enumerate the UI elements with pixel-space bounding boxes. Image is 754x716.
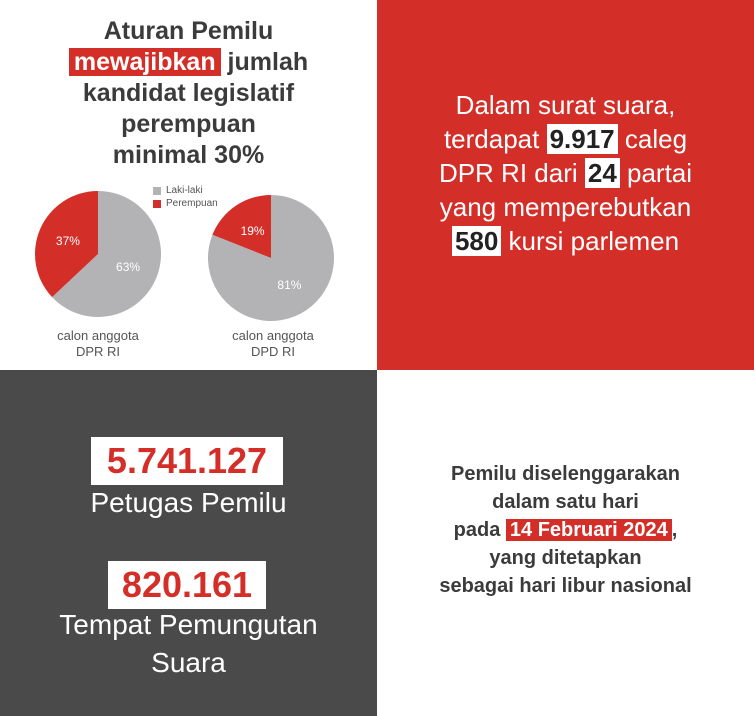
election-date-panel bbox=[377, 370, 754, 716]
pie-caption-dpd-line-1: calon anggota bbox=[232, 328, 314, 343]
pie-label-dpd-female: 19% bbox=[240, 223, 265, 238]
pie-label-dpr-male: 63% bbox=[116, 260, 141, 275]
pie-label-dpr-female: 37% bbox=[55, 233, 80, 248]
officers-value: 5.741.127 bbox=[91, 437, 283, 485]
pie-chart-dpd bbox=[208, 195, 334, 321]
ballot-line-2-pre: terdapat bbox=[443, 124, 547, 154]
title-line-1: Aturan Pemilu bbox=[103, 17, 274, 45]
pie-caption-dpr bbox=[23, 328, 173, 360]
gender-quota-panel bbox=[0, 0, 377, 370]
officers-panel bbox=[0, 370, 377, 716]
election-date-text bbox=[377, 460, 754, 600]
title-line-2-rest: jumlah bbox=[220, 48, 309, 76]
ballot-line-3 bbox=[377, 156, 754, 190]
title-line-4: perempuan bbox=[121, 110, 256, 138]
date-line-1: Pemilu diselenggarakan bbox=[451, 463, 680, 485]
pie-charts bbox=[0, 0, 377, 370]
pie-caption-dpd-line-2: DPD RI bbox=[250, 344, 296, 359]
tps-label bbox=[0, 606, 377, 682]
ballot-line-5 bbox=[377, 224, 754, 258]
date-line-3-post: , bbox=[671, 519, 678, 541]
ballot-line-3-pre: DPR RI dari bbox=[438, 158, 585, 188]
party-count: 24 bbox=[585, 158, 620, 188]
ballot-line-2-post: caleg bbox=[617, 124, 688, 154]
ballot-line-1: Dalam surat suara, bbox=[455, 90, 676, 120]
pie-caption-dpr-line-2: DPR RI bbox=[75, 344, 121, 359]
pie-label-dpd-male: 81% bbox=[277, 278, 302, 293]
ballot-facts-panel bbox=[377, 0, 754, 370]
date-line-2: dalam satu hari bbox=[492, 491, 639, 513]
title-highlight: mewajibkan bbox=[69, 48, 221, 76]
seat-count: 580 bbox=[452, 226, 501, 256]
pie-caption-dpd bbox=[198, 328, 348, 360]
legend-label-female: Perempuan bbox=[166, 198, 218, 209]
title-line-5: minimal 30% bbox=[112, 141, 265, 169]
date-line-3-pre: pada bbox=[453, 519, 506, 541]
date-line-3 bbox=[377, 516, 754, 544]
ballot-line-2 bbox=[377, 122, 754, 156]
election-date: 14 Februari 2024 bbox=[506, 519, 672, 541]
ballot-line-5-post: kursi parlemen bbox=[501, 226, 680, 256]
tps-label-line-1: Tempat Pemungutan bbox=[59, 609, 318, 640]
ballot-facts-text bbox=[377, 88, 754, 258]
caleg-count: 9.917 bbox=[547, 124, 618, 154]
ballot-line-3-post: partai bbox=[619, 158, 693, 188]
tps-label-line-2: Suara bbox=[151, 647, 226, 678]
legend-label-male: Laki-laki bbox=[166, 185, 203, 196]
date-line-4: yang ditetapkan bbox=[489, 547, 642, 569]
officers-label: Petugas Pemilu bbox=[90, 487, 287, 518]
pie-chart-dpr bbox=[35, 191, 161, 317]
pie-caption-dpr-line-1: calon anggota bbox=[57, 328, 139, 343]
tps-value: 820.161 bbox=[108, 561, 266, 609]
ballot-line-4: yang memperebutkan bbox=[439, 192, 692, 222]
date-line-5: sebagai hari libur nasional bbox=[439, 575, 692, 597]
title-line-3: kandidat legislatif bbox=[82, 79, 295, 107]
